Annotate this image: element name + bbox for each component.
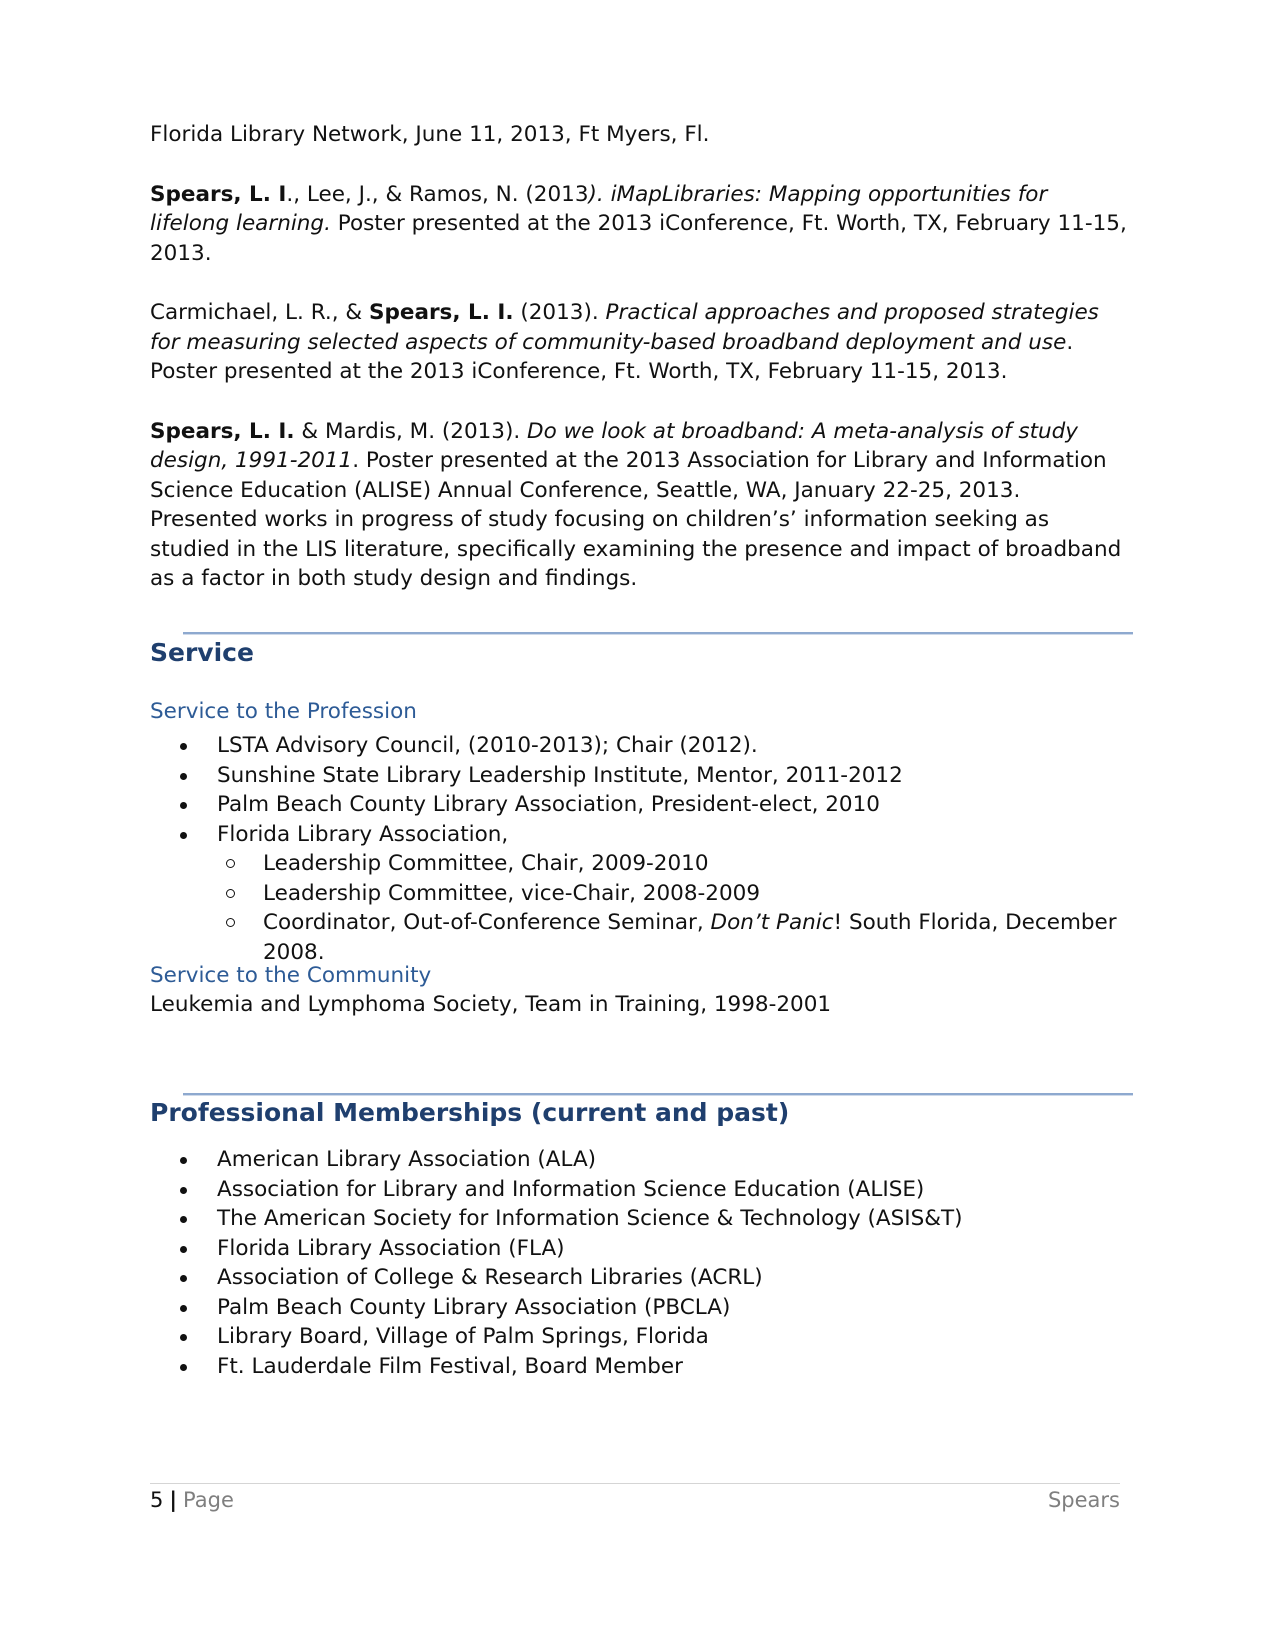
author-name: Spears, L. I	[150, 181, 287, 207]
publication-title: Do we look at broadband: A meta-analysis of study design, 1991-2011	[150, 418, 1079, 473]
section-divider	[183, 632, 1133, 634]
list-item-text: Ft. Lauderdale Film Festival, Board Member	[217, 1353, 683, 1379]
bullet-icon	[180, 1216, 187, 1223]
list-item-text: The American Society for Information Science & Technology (ASIS&T)	[217, 1206, 963, 1231]
sub-list-item	[150, 849, 1130, 879]
bullet-icon	[180, 1187, 187, 1194]
list-item	[150, 761, 1130, 791]
section-divider	[183, 1093, 1133, 1095]
list-item-text: Leadership Committee, Chair, 2009-2010	[263, 851, 709, 876]
publication-entry	[150, 298, 1130, 387]
publication-entry: Florida Library Network, June 11, 2013, Ft Myers, Fl.	[150, 122, 710, 147]
list-item	[150, 1293, 1130, 1323]
list-item-text: American Library Association (ALA)	[217, 1147, 597, 1172]
service-heading: Service	[150, 638, 254, 667]
publication-entry	[150, 180, 1130, 269]
publications-section	[150, 120, 1130, 624]
publication-title: Practical approaches and proposed strategies for measuring selected aspects of community-based broadband deployment and use	[150, 300, 1099, 355]
sub-list-item	[150, 879, 1130, 909]
service-community-heading: Service to the Community	[150, 963, 432, 988]
authors: ., Lee, J., & Ramos, N. (2013	[286, 181, 589, 207]
authors: & Mardis, M. (2013).	[294, 418, 528, 444]
author-name: Spears, L. I.	[150, 418, 295, 444]
list-item	[150, 731, 1130, 761]
page-number: 5	[150, 1488, 164, 1512]
list-item-text: Association of College & Research Libraries (ACRL)	[217, 1265, 763, 1290]
list-item-text: Leadership Committee, vice-Chair, 2008-2009	[263, 880, 760, 906]
publication-venue: Poster presented at the 2013 iConference, Ft. Worth, TX, February 11-15, 2013.	[150, 211, 1127, 266]
list-item	[150, 820, 1130, 850]
memberships-list	[150, 1145, 1130, 1381]
service-profession-list	[150, 731, 1130, 967]
list-item-text: Florida Library Association,	[217, 821, 509, 847]
bullet-icon	[180, 743, 187, 750]
bullet-icon	[180, 1334, 187, 1341]
bullet-icon	[180, 1157, 187, 1164]
page-label: Page	[183, 1488, 234, 1512]
community-item: Leukemia and Lymphoma Society, Team in Training, 1998-2001	[150, 992, 832, 1017]
author-name: Spears, L. I.	[368, 300, 514, 325]
publication-title: ). iMapLibraries: Mapping opportunities for lifelong learning.	[150, 181, 1048, 236]
list-item	[150, 1175, 1130, 1205]
service-profession-heading: Service to the Profession	[150, 699, 417, 724]
bullet-icon	[180, 1275, 187, 1282]
bullet-icon	[180, 1246, 187, 1253]
list-item-text: LSTA Advisory Council, (2010-2013); Chair (2012).	[217, 733, 758, 758]
list-item-text: Palm Beach County Library Association (PBCLA)	[217, 1294, 731, 1320]
list-item	[150, 1352, 1130, 1382]
page-footer	[150, 1488, 234, 1512]
list-item	[150, 1234, 1130, 1264]
list-item	[150, 1322, 1130, 1352]
bullet-icon	[180, 1364, 187, 1371]
bullet-icon	[180, 832, 187, 839]
list-item-text: Sunshine State Library Leadership Institute, Mentor, 2011-2012	[217, 762, 903, 788]
list-item	[150, 1263, 1130, 1293]
bullet-icon	[180, 773, 187, 780]
publication-entry	[150, 417, 1130, 594]
bullet-icon	[180, 802, 187, 809]
publication-venue: . Poster presented at the 2013 iConference, Ft. Worth, TX, February 11-15, 2013.	[150, 329, 1074, 384]
list-item-text: Association for Library and Information Science Education (ALISE)	[217, 1176, 925, 1202]
circle-bullet-icon	[226, 889, 235, 898]
circle-bullet-icon	[226, 918, 235, 927]
circle-bullet-icon	[226, 859, 235, 868]
list-item-text: Palm Beach County Library Association, President-elect, 2010	[217, 792, 880, 817]
sub-list-item	[150, 908, 1130, 967]
publication-venue: . Poster presented at the 2013 Association for Library and Information Science Education (ALISE) Annual Conference, Seattle, WA, January 22-25, 2013. Presented works in progress of study focusing on children’s’ information seeking as studied in the LIS literature, specifically examining the presence and impact of broadband as a factor in both study design and findings.	[150, 448, 1122, 591]
publication-year: (2013).	[513, 300, 606, 325]
footer-divider	[150, 1483, 1120, 1484]
memberships-heading: Professional Memberships (current and past)	[150, 1098, 790, 1127]
bullet-icon	[180, 1305, 187, 1312]
list-item-text: Coordinator, Out-of-Conference Seminar, Don’t Panic! South Florida, December 2008.	[263, 910, 1117, 965]
footer-author: Spears	[1047, 1488, 1120, 1512]
footer-separator: |	[169, 1488, 178, 1512]
list-item	[150, 1204, 1130, 1234]
authors: Carmichael, L. R., &	[150, 300, 369, 325]
list-item-text: Florida Library Association (FLA)	[217, 1235, 565, 1261]
list-item	[150, 1145, 1130, 1175]
list-item-text: Library Board, Village of Palm Springs, Florida	[217, 1324, 709, 1349]
list-item	[150, 790, 1130, 820]
